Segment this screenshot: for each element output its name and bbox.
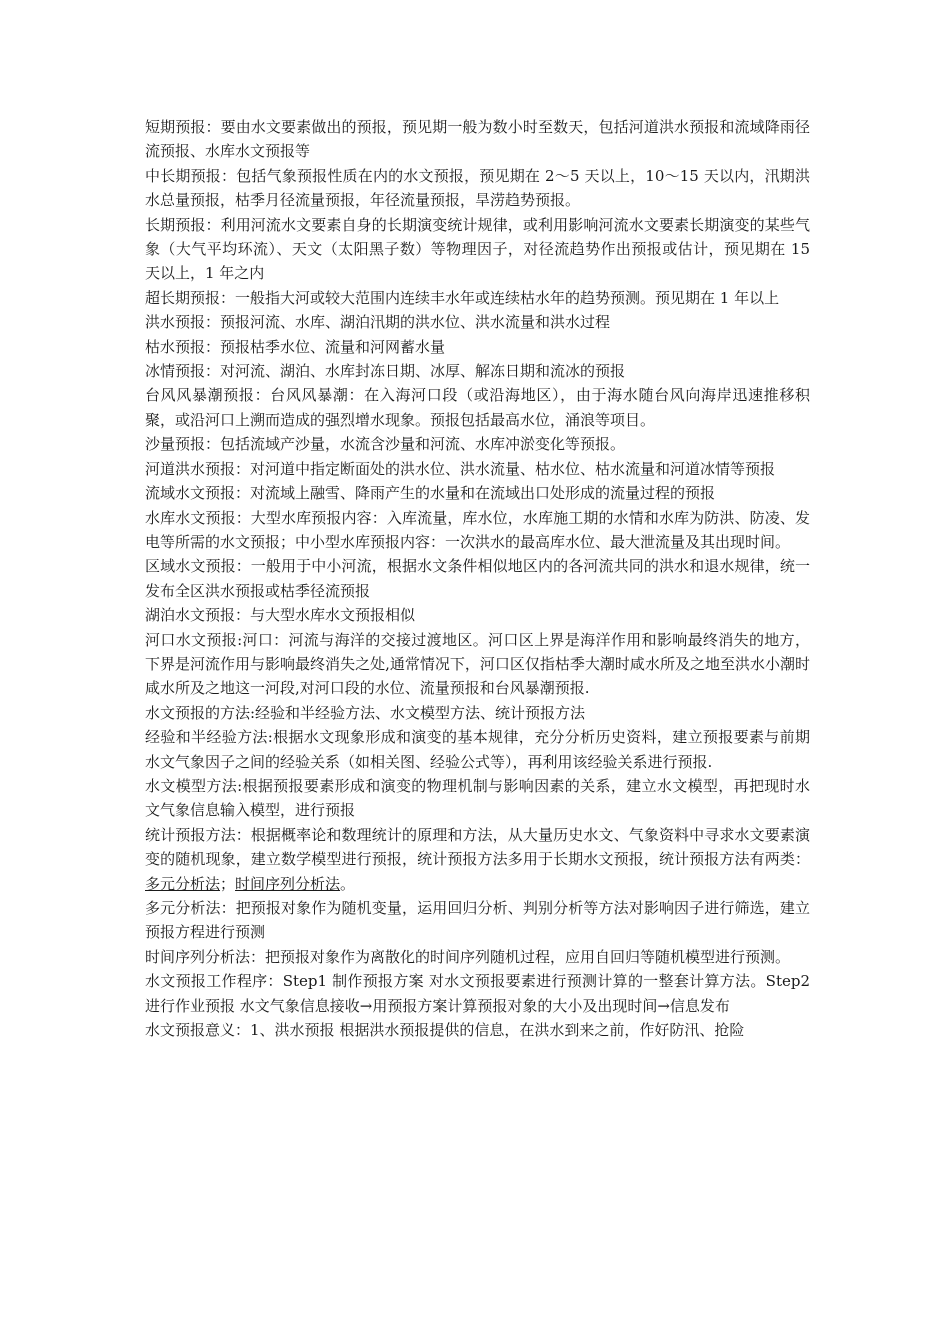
- paragraph-ultra-long-term: 超长期预报：一般指大河或较大范围内连续丰水年或连续枯水年的趋势预测。预见期在 1 年以上: [145, 288, 780, 307]
- paragraph-multivariate: 多元分析法：把预报对象作为随机变量，运用回归分析、判别分析等方法对影响因子进行筛选，建立预报方程进行预测: [145, 899, 810, 942]
- paragraph-mid-long-term: 中长期预报：包括气象预报性质在内的水文预报，预见期在 2～5 天以上，10～15 天以内，汛期洪水总量预报，枯季月径流量预报，年径流量预报，旱涝趋势预报。: [145, 166, 810, 210]
- paragraph-basin: 流域水文预报：对流域上融雪、降雨产生的水量和在流域出口处形成的流量过程的预报: [145, 484, 716, 503]
- time-series-link[interactable]: 时间序列分析法: [235, 874, 341, 893]
- paragraph-short-term: 短期预报：要由水文要素做出的预报，预见期一般为数小时至数天，包括河道洪水预报和流域降雨径流预报、水库水文预报等: [145, 118, 810, 161]
- document-page: [145, 115, 810, 1042]
- paragraph-dry-forecast: 枯水预报：预报枯季水位、流量和河网蓄水量: [145, 337, 446, 356]
- paragraph-lake: 湖泊水文预报：与大型水库水文预报相似: [145, 606, 416, 625]
- paragraph-flood-forecast: 洪水预报：预报河流、水库、湖泊汛期的洪水位、洪水流量和洪水过程: [145, 313, 611, 332]
- paragraph-estuary: 河口水文预报:河口：河流与海洋的交接过渡地区。河口区上界是海洋作用和影响最终消失的地方，下界是河流作用与影响最终消失之处,通常情况下，河口区仅指枯季大潮时咸水所及之地至洪水小潮时咸水所及之地这一河段,对河口段的水位、流量预报和台风暴潮预报.: [145, 630, 810, 698]
- paragraph-regional: 区域水文预报：一般用于中小河流，根据水文条件相似地区内的各河流共同的洪水和退水规律，统一发布全区洪水预报或枯季径流预报: [145, 557, 810, 600]
- paragraph-ice-forecast: 冰情预报：对河流、湖泊、水库封冻日期、冰厚、解冻日期和流冰的预报: [145, 362, 626, 381]
- statistical-text: 统计预报方法：根据概率论和数理统计的原理和方法，从大量历史水文、气象资料中寻求水文要素演变的随机现象，建立数学模型进行预报，统计预报方法多用于长期水文预报，统计预报方法有两类：: [145, 825, 810, 869]
- paragraph-methods: 水文预报的方法:经验和半经验方法、水文模型方法、统计预报方法: [145, 703, 586, 722]
- paragraph-empirical: 经验和半经验方法:根据水文现象形成和演变的基本规律，充分分析历史资料，建立预报要素与前期水文气象因子之间的经验关系（如相关图、经验公式等），再利用该经验关系进行预报.: [145, 728, 810, 771]
- period: 。: [340, 874, 356, 893]
- paragraph-model: 水文模型方法:根据预报要素形成和演变的物理机制与影响因素的关系，建立水文模型，再把现时水文气象信息输入模型，进行预报: [145, 776, 810, 820]
- separator: ；: [220, 874, 236, 893]
- paragraph-statistical: [145, 823, 810, 896]
- multivariate-link[interactable]: 多元分析法: [145, 874, 221, 893]
- paragraph-time-series: 时间序列分析法：把预报对象作为离散化的时间序列随机过程，应用自回归等随机模型进行预测。: [145, 947, 791, 966]
- paragraph-reservoir: 水库水文预报：大型水库预报内容：入库流量，库水位，水库施工期的水情和水库为防洪、防凌、发电等所需的水文预报；中小型水库预报内容：一次洪水的最高库水位、最大泄流量及其出现时间。: [145, 508, 810, 551]
- paragraph-procedure: 水文预报工作程序：Step1 制作预报方案 对水文预报要素进行预测计算的一整套计算方法。Step2 进行作业预报 水文气象信息接收→用预报方案计算预报对象的大小及出现时间→信息发布: [145, 972, 810, 1015]
- paragraph-river-flood: 河道洪水预报：对河道中指定断面处的洪水位、洪水流量、枯水位、枯水流量和河道冰情等预报: [145, 459, 776, 478]
- paragraph-significance: 水文预报意义：1、洪水预报 根据洪水预报提供的信息，在洪水到来之前，作好防汛、抢险: [145, 1021, 745, 1040]
- paragraph-typhoon-surge: 台风风暴潮预报：台风风暴潮：在入海河口段（或沿海地区），由于海水随台风向海岸迅速推移积聚，或沿河口上溯而造成的强烈增水现象。预报包括最高水位，涌浪等项目。: [145, 386, 810, 429]
- paragraph-long-term: 长期预报：利用河流水文要素自身的长期演变统计规律，或利用影响河流水文要素长期演变的某些气象（大气平均环流）、天文（太阳黑子数）等物理因子，对径流趋势作出预报或估计，预见期在 15 天以上，1 年之内: [145, 215, 810, 283]
- paragraph-sediment: 沙量预报：包括流域产沙量，水流含沙量和河流、水库冲淤变化等预报。: [145, 435, 626, 454]
